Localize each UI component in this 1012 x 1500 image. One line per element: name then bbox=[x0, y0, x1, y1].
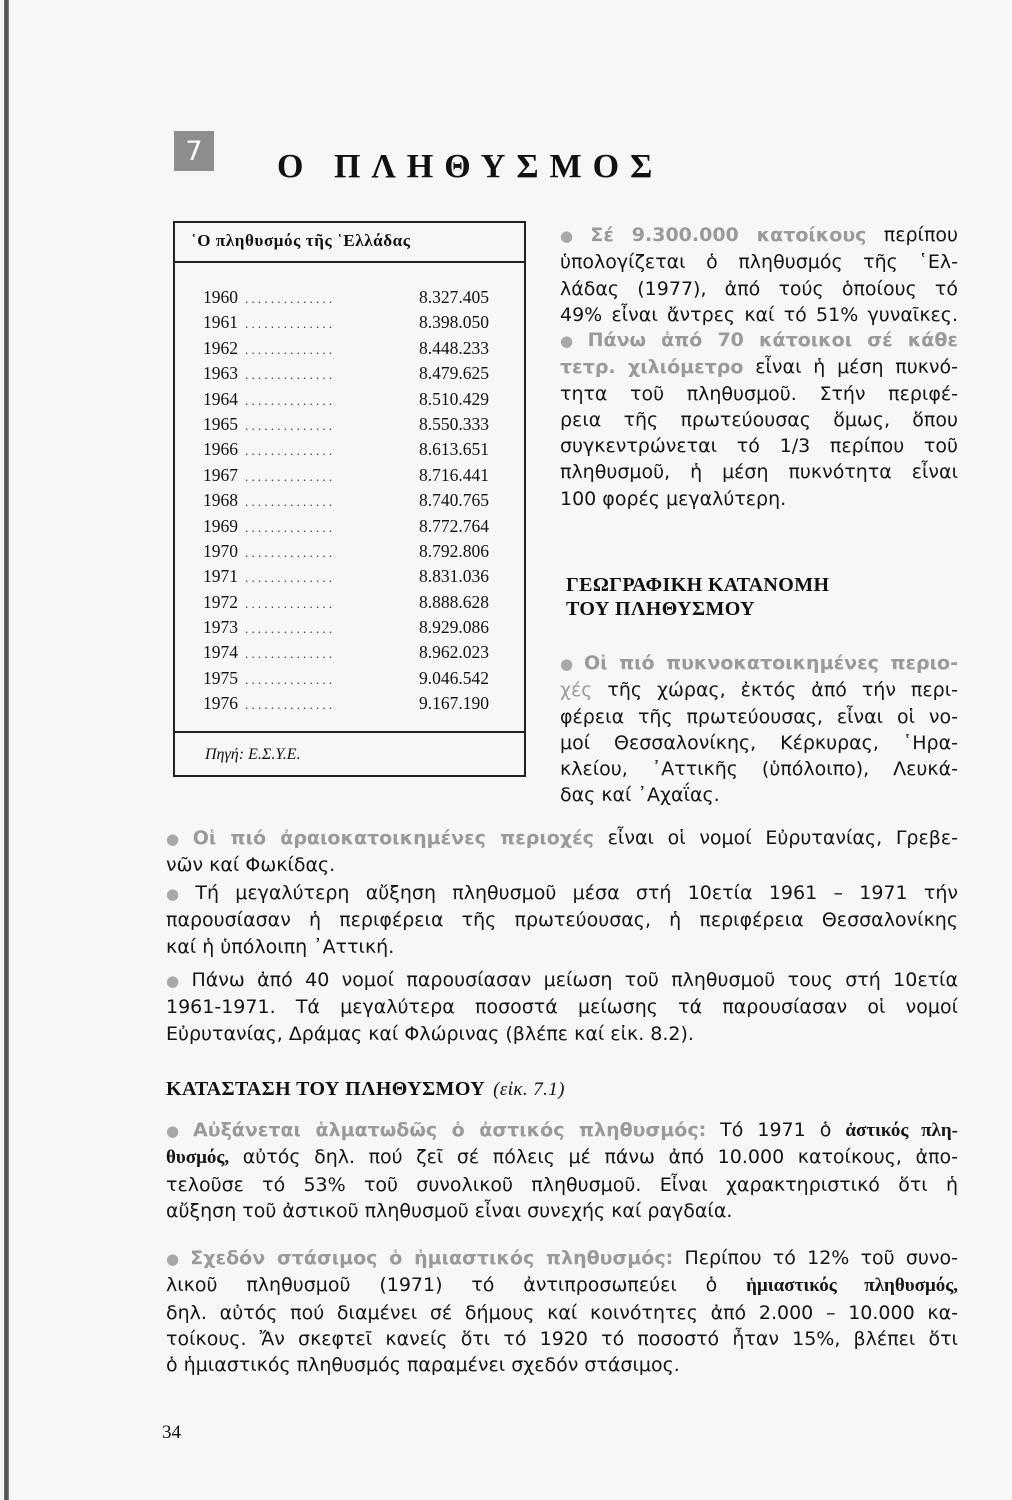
table-row bbox=[175, 363, 524, 388]
table-title: ῾Ο πληθυσμός τῆς ῾Ελλάδας bbox=[175, 223, 524, 263]
paragraph-largest-increase: ● Τή μεγαλύτερη αὔξηση πληθυσμοῦ μέσα στή 10ετία 1961 – 1971 τήν παρουσίασαν ἡ περιφέρεια τῆς πρωτεύουσας, ἡ περιφέρεια Θεσσαλονίκης καί ἡ ὑπόλοιπη ᾿Αττική. bbox=[166, 882, 958, 958]
row-year: 1970 bbox=[203, 540, 238, 561]
bullet-icon: ● bbox=[560, 655, 578, 673]
leader-dots: .............. bbox=[245, 468, 336, 484]
heading-population-status: ΚΑΤΑΣΤΑΣΗ ΤΟΥ ΠΛΗΘΥΣΜΟΥ (εἰκ. 7.1) bbox=[166, 1078, 565, 1100]
table-row bbox=[175, 465, 524, 490]
table-rows bbox=[175, 263, 524, 719]
leader-dots: .............. bbox=[245, 417, 336, 433]
row-year: 1969 bbox=[203, 515, 238, 536]
table-row bbox=[175, 338, 524, 363]
chapter-number: 7 bbox=[185, 135, 203, 167]
leader-dots: .............. bbox=[245, 443, 336, 459]
table-row bbox=[175, 287, 524, 312]
row-population: 8.510.429 bbox=[419, 388, 489, 409]
leader-dots: .............. bbox=[245, 316, 336, 332]
table-row bbox=[175, 693, 524, 718]
table-row bbox=[175, 668, 524, 693]
leader-dots: .............. bbox=[245, 367, 336, 383]
bullet-icon: ● bbox=[166, 1250, 185, 1268]
figure-reference: (εἰκ. 7.1) bbox=[493, 1079, 565, 1100]
row-year: 1971 bbox=[203, 566, 238, 587]
row-population: 8.888.628 bbox=[419, 591, 489, 612]
paragraph-urban-population: ● Αὐξάνεται ἁλματωδῶς ὁ ἀστικός πληθυσμός: Τό 1971 ὁ ἀστικός πλη- θυσμός, αὐτός δηλ. πού ζεῖ σέ πόλεις μέ πάνω ἀπό 10.000 κατοίκους, ἀπο- τελοῦσε τό 53% τοῦ συνολικοῦ πληθυσμοῦ. Εἶναι χαρακτηριστικό ὅτι ἡ αὔξηση τοῦ ἀστικοῦ πληθυσμοῦ εἶναι συνεχής καί ραγδαία. bbox=[166, 1119, 959, 1222]
bullet-icon: ● bbox=[166, 885, 190, 903]
table-row bbox=[175, 389, 524, 414]
chapter-number-badge bbox=[174, 131, 214, 171]
heading-geographic-distribution: ΓΕΩΓΡΑΦΙΚΗ ΚΑΤΑΝΟΜΗ ΤΟΥ ΠΛΗΘΥΣΜΟΥ bbox=[566, 574, 830, 620]
row-population: 9.046.542 bbox=[419, 667, 489, 688]
row-population: 8.792.806 bbox=[419, 540, 489, 561]
table-row bbox=[175, 312, 524, 337]
row-year: 1965 bbox=[203, 413, 238, 434]
table-row bbox=[175, 414, 524, 439]
row-population: 8.448.233 bbox=[419, 337, 489, 358]
table-row bbox=[175, 541, 524, 566]
row-population: 8.716.441 bbox=[419, 464, 489, 485]
leader-dots: .............. bbox=[245, 697, 336, 713]
row-year: 1967 bbox=[203, 464, 238, 485]
table-row bbox=[175, 592, 524, 617]
row-year: 1960 bbox=[203, 287, 238, 307]
bullet-icon: ● bbox=[560, 332, 582, 350]
row-year: 1968 bbox=[203, 490, 238, 511]
leader-dots: .............. bbox=[245, 570, 336, 586]
leader-dots: .............. bbox=[245, 291, 336, 306]
paragraph-dense-areas: ● Οἱ πιό πυκνοκατοικημένες περιο- χές τῆς χώρας, ἐκτός ἀπό τήν περι- φέρεια τῆς πρωτεύουσας, εἶναι οἱ νο- μοί Θεσσαλονίκης, Κέρκυρας, ῾Ηρα- κλείου, ᾿Αττικῆς (ὑπόλοιπο), Λευκά- δας καί ᾿Αχαΐας. bbox=[560, 652, 958, 807]
bullet-icon: ● bbox=[560, 227, 585, 245]
row-year: 1963 bbox=[203, 363, 238, 384]
row-year: 1974 bbox=[203, 642, 238, 663]
row-population: 8.772.764 bbox=[419, 515, 489, 536]
page-number: 34 bbox=[162, 1422, 181, 1443]
row-population: 9.167.190 bbox=[419, 693, 489, 714]
row-population: 8.613.651 bbox=[419, 439, 489, 460]
row-population: 8.550.333 bbox=[419, 413, 489, 434]
row-year: 1966 bbox=[203, 439, 238, 460]
lead-text: Σέ 9.300.000 κατοίκους bbox=[590, 224, 867, 246]
row-population: 8.831.036 bbox=[419, 566, 489, 587]
row-year: 1976 bbox=[203, 693, 238, 714]
table-row bbox=[175, 617, 524, 642]
chapter-title: Ο ΠΛΗΘΥΣΜΟΣ bbox=[277, 148, 664, 185]
bullet-icon: ● bbox=[166, 830, 187, 848]
page-binding-edge bbox=[4, 0, 9, 1500]
paragraph-density: ● Πάνω ἀπό 70 κάτοικοι σέ κάθε τετρ. χιλιόμετρο εἶναι ἡ μέση πυκνό- τητα τοῦ πληθυσμοῦ. Στήν περιφέ- ρεια τῆς πρωτεύουσας ὅμως, ὅπου συγκεντρώνεται τό 1/3 περίπου τοῦ πληθυσμοῦ, ἡ μέση πυκνότητα εἶναι 100 φορές μεγαλύτερη. bbox=[560, 329, 958, 510]
paragraph-population-estimate: ● Σέ 9.300.000 κατοίκους περίπου ὑπολογίζεται ὁ πληθυσμός τῆς ῾Ελ- λάδας (1977), ἀπό τούς ὁποίους τό 49% εἶναι ἄντρες καί τό 51% γυναῖκες. bbox=[560, 224, 959, 326]
row-population: 8.479.625 bbox=[419, 363, 489, 384]
leader-dots: .............. bbox=[245, 544, 336, 560]
row-population: 8.398.050 bbox=[419, 312, 489, 333]
bullet-icon: ● bbox=[166, 972, 186, 990]
bullet-icon: ● bbox=[166, 1122, 188, 1140]
table-row bbox=[175, 642, 524, 667]
leader-dots: .............. bbox=[245, 392, 336, 408]
table-row bbox=[175, 490, 524, 515]
leader-dots: .............. bbox=[245, 494, 336, 510]
row-population: 8.929.086 bbox=[419, 617, 489, 638]
population-table bbox=[173, 221, 526, 777]
paragraph-decrease: ● Πάνω ἀπό 40 νομοί παρουσίασαν μείωση τοῦ πληθυσμοῦ τους στή 10ετία 1961-1971. Τά μεγαλύτερα ποσοστά μείωσης τά παρουσίασαν οἱ νομοί Εὐρυτανίας, Δράμας καί Φλώρινας (βλέπε καί εἰκ. 8.2). bbox=[166, 969, 958, 1045]
paragraph-semi-urban-population: ● Σχεδόν στάσιμος ὁ ἡμιαστικός πληθυσμός: Περίπου τό 12% τοῦ συνο- λικοῦ πληθυσμοῦ (1971) τό ἀντιπροσωπεύει ὁ ἡμιαστικός πληθυσμός, δηλ. αὐτός πού διαμένει σέ δήμους καί κοινότητες ἀπό 2.000 – 10.000 κα- τοίκους. Ἄν σκεφτεῖ κανείς ὅτι τό 1920 τό ποσοστό ἦταν 15%, βλέπει ὅτι ὁ ἡμιαστικός πληθυσμός παραμένει σχεδόν στάσιμος. bbox=[166, 1247, 958, 1377]
row-year: 1964 bbox=[203, 388, 238, 409]
table-row bbox=[175, 516, 524, 541]
row-year: 1961 bbox=[203, 312, 238, 333]
table-row bbox=[175, 439, 524, 464]
leader-dots: .............. bbox=[245, 519, 336, 535]
leader-dots: .............. bbox=[245, 671, 336, 687]
leader-dots: .............. bbox=[245, 621, 336, 637]
leader-dots: .............. bbox=[245, 595, 336, 611]
table-row bbox=[175, 566, 524, 591]
row-population: 8.962.023 bbox=[419, 642, 489, 663]
row-year: 1962 bbox=[203, 337, 238, 358]
row-population: 8.327.405 bbox=[419, 287, 489, 307]
row-year: 1972 bbox=[203, 591, 238, 612]
leader-dots: .............. bbox=[245, 341, 336, 357]
row-population: 8.740.765 bbox=[419, 490, 489, 511]
table-source: Πηγή: Ε.Σ.Υ.Ε. bbox=[175, 731, 524, 775]
leader-dots: .............. bbox=[245, 646, 336, 662]
row-year: 1973 bbox=[203, 617, 238, 638]
paragraph-sparse-areas: ● Οἱ πιό ἀραιοκατοικημένες περιοχές εἶναι οἱ νομοί Εὐρυτανίας, Γρεβε- νῶν καί Φωκίδας. bbox=[166, 827, 958, 877]
row-year: 1975 bbox=[203, 667, 238, 688]
